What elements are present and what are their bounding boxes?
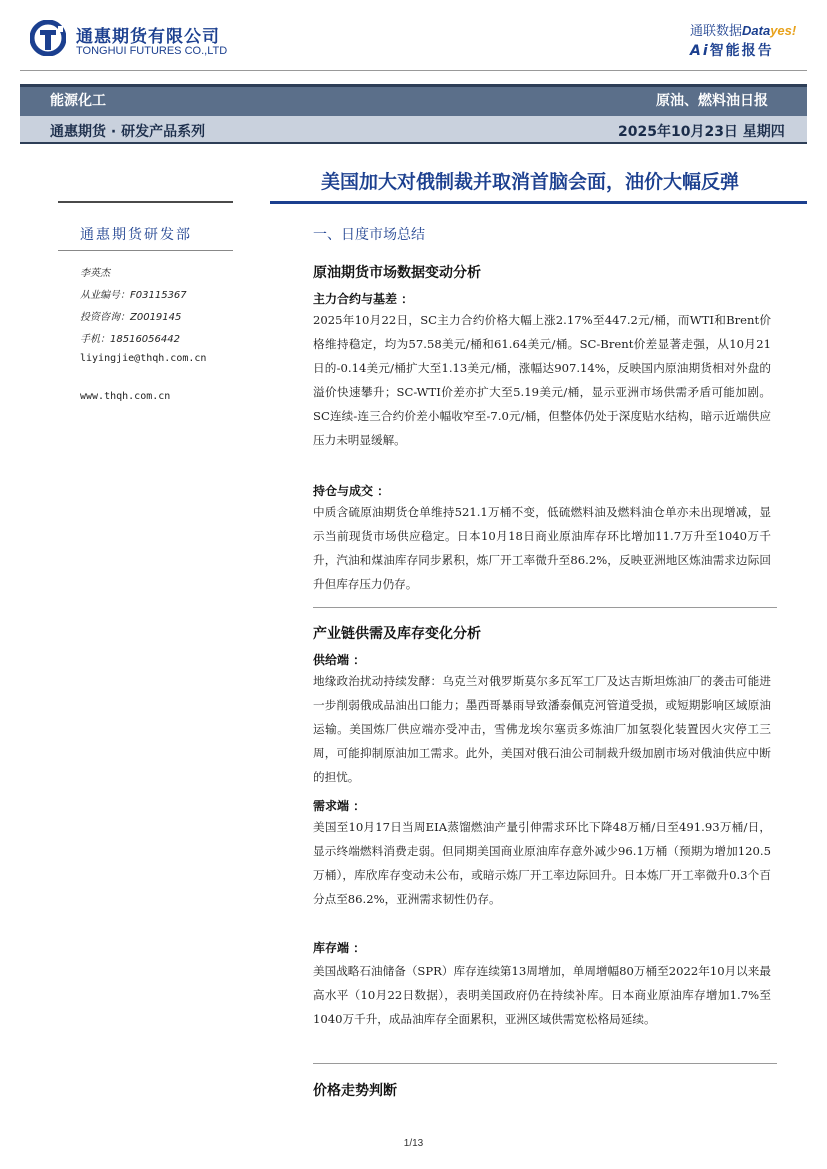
page-number: 1/13 xyxy=(403,1138,424,1149)
section-heading: 一、日度市场总结 xyxy=(313,227,425,243)
series-label: 通惠期货 · 研发产品系列 xyxy=(50,124,206,140)
partner-yes: yes! xyxy=(770,23,797,38)
position-volume-paragraph: 中质含硫原油期货仓单维持521.1万桶不变，低硫燃料油及燃料油仓单亦未出现增减，显示当前现货市场供应稳定。日本10月18日商业原油库存环比增加11.7万升至1040万千升，汽油和煤油库存同步累积，炼厂开工率微升至86.2%，反映亚洲地区炼油需求边际回升但库存压力仍存。 xyxy=(313,505,771,591)
company-name-cn: 通惠期货有限公司 xyxy=(76,27,220,47)
research-dept: 通惠期货研发部 xyxy=(80,227,192,243)
author-advisory: 投资咨询：Z0019145 xyxy=(80,312,182,323)
sector-label: 能源化工 xyxy=(50,93,106,109)
partner-logo-line2 xyxy=(690,40,774,60)
report-date: 2025年10月23日 星期四 xyxy=(618,124,785,140)
inventory-heading: 库存端 ： xyxy=(313,941,366,955)
contract-basis-heading: 主力合约与基差 ： xyxy=(313,292,414,306)
section-divider-2 xyxy=(313,1063,777,1064)
price-outlook-heading: 价格走势判断 xyxy=(313,1083,397,1099)
dept-divider xyxy=(58,250,233,251)
author-name: 李英杰 xyxy=(80,268,110,279)
partner-logo-line1 xyxy=(690,20,796,39)
demand-paragraph: 美国至10月17日当周EIA蒸馏燃油产量引伸需求环比下降48万桶/日至491.93万桶/日，显示终端燃料消费走弱。但同期美国商业原油库存意外减少96.1万桶（预期为增加120.5万桶），库欣库存变动未公布，或暗示炼厂开工率边际回升。日本炼厂开工率微升0.3个百分点至86.2%，亚洲需求韧性仍存。 xyxy=(313,820,771,906)
author-phone: 手机：18516056442 xyxy=(80,334,180,345)
demand-heading: 需求端 ： xyxy=(313,799,366,813)
left-column-rule xyxy=(58,201,233,203)
partner-report: 智能报告 xyxy=(709,43,774,59)
partner-data: Data xyxy=(742,23,771,38)
futures-analysis-heading: 原油期货市场数据变动分析 xyxy=(313,265,481,281)
company-website[interactable]: www.thqh.com.cn xyxy=(80,391,171,402)
supply-chain-heading: 产业链供需及库存变化分析 xyxy=(313,626,481,642)
company-name-en: TONGHUI FUTURES CO.,LTD xyxy=(76,45,228,57)
inventory-paragraph: 美国战略石油储备（SPR）库存连续第13周增加，单周增幅80万桶至2022年10月以来最高水平（10月22日数据），表明美国政府仍在持续补库。日本商业原油库存增加1.7%至1040万千升，成品油库存全面累积，亚洲区域供需宽松格局延续。 xyxy=(313,964,771,1026)
supply-paragraph: 地缘政治扰动持续发酵：乌克兰对俄罗斯莫尔多瓦军工厂及达吉斯坦炼油厂的袭击可能进一步削弱俄成品油出口能力；墨西哥暴雨导致潘泰佩克河管道受损，或短期影响区域原油运输。美国炼厂供应端亦受冲击，雪佛龙埃尔塞贡多炼油厂加氢裂化装置因火灾停工三周，可能抑制原油加工需求。此外，美国对俄石油公司制裁升级加剧市场对俄油供应中断的担忧。 xyxy=(313,674,771,784)
report-title: 美国加大对俄制裁并取消首脑会面，油价大幅反弹 xyxy=(320,171,739,193)
title-underline xyxy=(270,201,807,204)
position-volume-heading: 持仓与成交 ： xyxy=(313,484,390,498)
partner-ai: Ai xyxy=(690,43,710,59)
author-email[interactable]: liyingjie@thqh.com.cn xyxy=(80,353,207,364)
report-type: 原油、燃料油日报 xyxy=(656,93,768,109)
header-divider xyxy=(20,70,807,71)
supply-heading: 供给端 ： xyxy=(313,653,366,667)
section-divider xyxy=(313,607,777,608)
partner-prefix: 通联数据 xyxy=(690,23,743,38)
contract-basis-paragraph: 2025年10月22日，SC主力合约价格大幅上涨2.17%至447.2元/桶，而WTI和Brent价格维持稳定，均为57.58美元/桶和61.64美元/桶。SC-Brent价差显著走强，从10月21日的-0.14美元/桶扩大至1.13美元/桶，涨幅达907.14%，反映国内原油期货相对外盘的溢价快速攀升；SC-WTI价差亦扩大至5.19美元/桶，显示亚洲市场供需矛盾可能加剧。SC连续-连三合约价差小幅收窄至-7.0元/桶，但整体仍处于深度贴水结构，暗示近端供应压力未明显缓解。 xyxy=(313,313,771,447)
tonghui-logo-icon xyxy=(30,20,66,56)
author-license: 从业编号：F03115367 xyxy=(80,290,187,301)
